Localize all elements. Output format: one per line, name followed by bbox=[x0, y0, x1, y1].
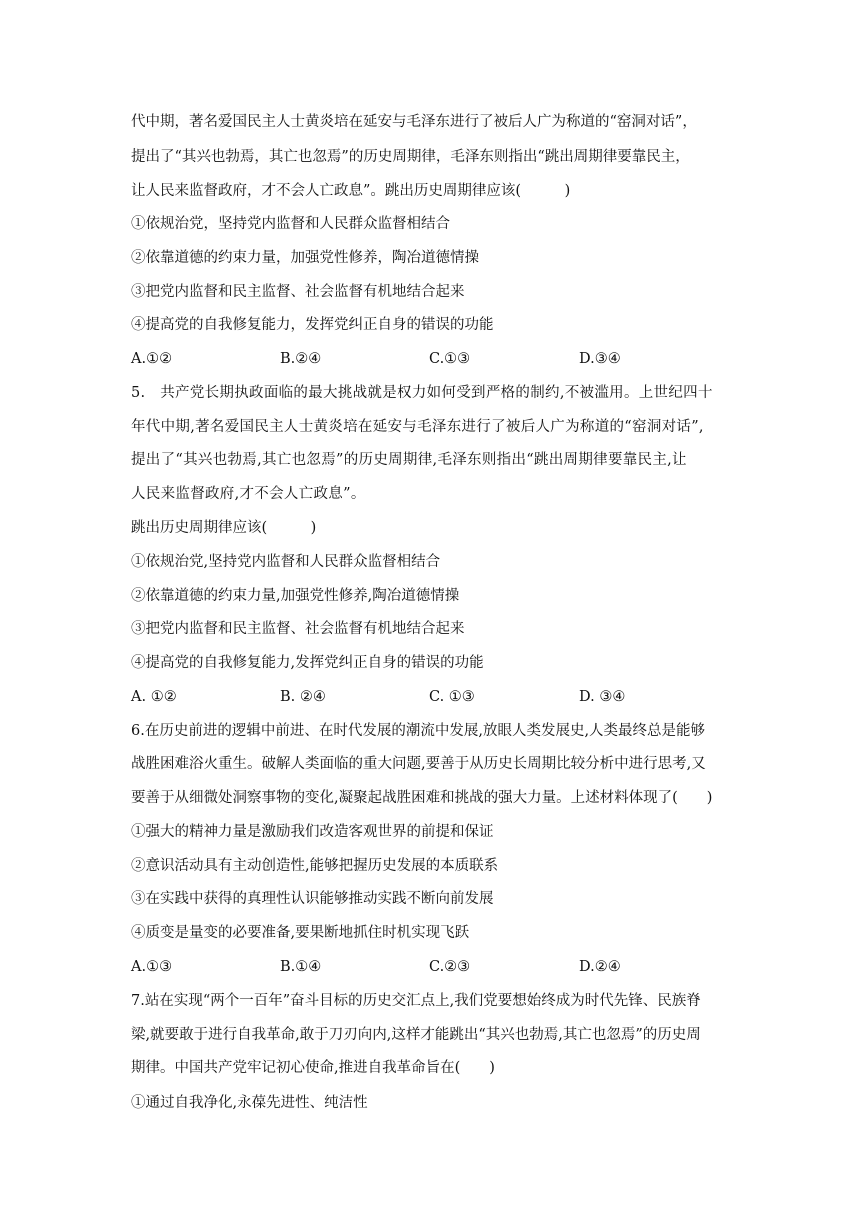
question-4-statement-2: ②依靠道德的约束力量，加强党性修养，陶冶道德情操 bbox=[131, 250, 479, 266]
question-5-stem-line-5: 跳出历史周期律应该( ) bbox=[131, 520, 317, 536]
question-7-stem-line-3: 期律。中国共产党牢记初心使命,推进自我革命旨在( ) bbox=[131, 1060, 495, 1076]
question-6-option-d[interactable]: D.②④ bbox=[579, 959, 621, 975]
question-5-option-d[interactable]: D. ③④ bbox=[579, 689, 626, 705]
question-7-stem-line-2: 梁,就要敢于进行自我革命,敢于刀刃向内,这样才能跳出“其兴也勃焉,其亡也忽焉”的历史周 bbox=[131, 1027, 701, 1043]
question-6-option-a[interactable]: A.①③ bbox=[131, 959, 173, 975]
question-4-stem-line-2: 提出了“其兴也勃焉，其亡也忽焉”的历史周期律，毛泽东则指出“跳出周期律要靠民主， bbox=[131, 149, 690, 165]
question-4-stem-line-1: 代中期，著名爱国民主人士黄炎培在延安与毛泽东进行了被后人广为称道的“窑洞对话”， bbox=[131, 114, 697, 130]
question-6-stem-line-3: 要善于从细微处洞察事物的变化,凝聚起战胜困难和挑战的强大力量。上述材料体现了( ) bbox=[131, 790, 713, 806]
question-4-statement-1: ①依规治党，坚持党内监督和人民群众监督相结合 bbox=[131, 216, 450, 232]
question-4-stem-line-3: 让人民来监督政府，才不会人亡政息”。跳出历史周期律应该( ) bbox=[131, 183, 571, 199]
question-5-statement-2: ②依靠道德的约束力量,加强党性修养,陶冶道德情操 bbox=[131, 588, 460, 604]
question-5-stem-line-3: 提出了“其兴也勃焉,其亡也忽焉”的历史周期律,毛泽东则指出“跳出周期律要靠民主,让 bbox=[131, 452, 687, 468]
question-5-options bbox=[131, 687, 731, 707]
question-7-statement-1: ①通过自我净化,永葆先进性、纯洁性 bbox=[131, 1095, 368, 1111]
question-6-option-b[interactable]: B.①④ bbox=[280, 959, 322, 975]
question-6-statement-1: ①强大的精神力量是激励我们改造客观世界的前提和保证 bbox=[131, 824, 494, 840]
question-4-option-c[interactable]: C.①③ bbox=[429, 351, 471, 367]
question-6-statement-4: ④质变是量变的必要准备,要果断地抓住时机实现飞跃 bbox=[131, 925, 470, 941]
question-6-options bbox=[131, 957, 731, 977]
question-6-statement-2: ②意识活动具有主动创造性,能够把握历史发展的本质联系 bbox=[131, 858, 499, 874]
question-5-statement-1: ①依规治党,坚持党内监督和人民群众监督相结合 bbox=[131, 554, 441, 570]
question-5-statement-4: ④提高党的自我修复能力,发挥党纠正自身的错误的功能 bbox=[131, 655, 484, 671]
question-4-options bbox=[131, 349, 731, 369]
question-5-statement-3: ③把党内监督和民主监督、社会监督有机地结合起来 bbox=[131, 621, 465, 637]
question-4-option-d[interactable]: D.③④ bbox=[579, 351, 621, 367]
question-5-option-c[interactable]: C. ①③ bbox=[429, 689, 475, 705]
question-5-stem-line-1: 5. 共产党长期执政面临的最大挑战就是权力如何受到严格的制约,不被滥用。上世纪四十 bbox=[131, 385, 713, 401]
question-4-statement-3: ③把党内监督和民主监督、社会监督有机地结合起来 bbox=[131, 284, 465, 300]
question-4-option-b[interactable]: B.②④ bbox=[280, 351, 322, 367]
question-4-statement-4: ④提高党的自我修复能力，发挥党纠正自身的错误的功能 bbox=[131, 317, 494, 333]
question-5-stem-line-2: 年代中期,著名爱国民主人士黄炎培在延安与毛泽东进行了被后人广为称道的“窑洞对话”, bbox=[131, 419, 704, 435]
question-5-option-b[interactable]: B. ②④ bbox=[280, 689, 326, 705]
question-5-stem-line-4: 人民来监督政府,才不会人亡政息”。 bbox=[131, 486, 366, 502]
question-5-option-a[interactable]: A. ①② bbox=[131, 689, 177, 705]
question-4-option-a[interactable]: A.①② bbox=[131, 351, 173, 367]
question-6-option-c[interactable]: C.②③ bbox=[429, 959, 471, 975]
question-6-stem-line-2: 战胜困难浴火重生。破解人类面临的重大问题,要善于从历史长周期比较分析中进行思考,又 bbox=[131, 756, 706, 772]
question-6-stem-line-1: 6.在历史前进的逻辑中前进、在时代发展的潮流中发展,放眼人类发展史,人类最终总是能够 bbox=[131, 723, 706, 739]
question-6-statement-3: ③在实践中获得的真理性认识能够推动实践不断向前发展 bbox=[131, 891, 494, 907]
question-7-stem-line-1: 7.站在实现“两个一百年”奋斗目标的历史交汇点上,我们党要想始终成为时代先锋、民族脊 bbox=[131, 993, 701, 1009]
